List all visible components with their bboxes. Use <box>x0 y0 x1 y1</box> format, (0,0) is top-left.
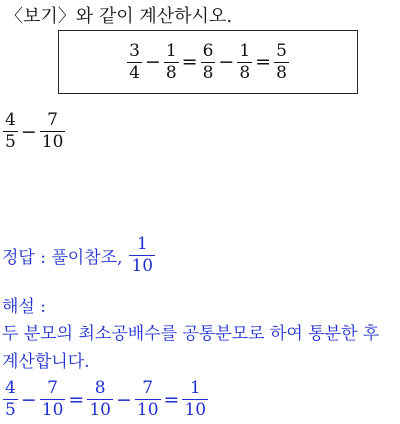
denominator: 10 <box>41 132 64 152</box>
denominator: 10 <box>184 400 207 420</box>
equals-sign: = <box>68 388 85 411</box>
fraction <box>86 380 114 419</box>
minus-sign: − <box>218 51 235 73</box>
fraction <box>2 112 19 151</box>
denominator: 8 <box>276 62 287 83</box>
denominator: 8 <box>202 62 214 83</box>
numerator: 1 <box>165 40 177 61</box>
answer-numerator: 1 <box>136 234 148 254</box>
fraction <box>273 40 290 83</box>
solution-terms <box>2 380 209 419</box>
denominator: 10 <box>41 400 64 420</box>
instruction-text: 〈보기〉와 같이 계산하시오. <box>5 6 233 27</box>
problem-expression <box>2 112 66 151</box>
fraction <box>236 40 253 83</box>
fraction <box>200 40 217 83</box>
denominator: 8 <box>165 62 177 83</box>
numerator: 4 <box>5 378 16 398</box>
solution-label: 해설 : <box>2 297 46 317</box>
fraction <box>181 380 209 419</box>
solution-text: 두 분모의 최소공배수를 공통분모로 하여 통분한 후 계산합니다. <box>2 324 380 372</box>
numerator: 6 <box>202 40 214 61</box>
numerator: 3 <box>129 40 140 61</box>
fraction <box>134 380 162 419</box>
answer-fraction <box>128 236 156 275</box>
equals-sign: = <box>181 51 198 73</box>
minus-sign: − <box>144 51 161 73</box>
denominator: 5 <box>5 132 16 152</box>
example-expression <box>126 40 290 83</box>
minus-sign: − <box>115 388 132 411</box>
numerator: 4 <box>5 110 16 130</box>
numerator: 7 <box>142 378 154 398</box>
numerator: 1 <box>239 40 251 61</box>
answer-row <box>2 236 156 275</box>
fraction <box>163 40 180 83</box>
denominator: 5 <box>5 400 16 420</box>
answer-label: 정답 : 풀이참조, <box>2 248 123 268</box>
fraction <box>39 380 67 419</box>
fraction <box>2 380 19 419</box>
equals-sign: = <box>255 51 272 73</box>
equals-sign: = <box>163 388 180 411</box>
denominator: 10 <box>136 400 159 420</box>
fraction <box>39 112 67 151</box>
denominator: 4 <box>129 62 140 83</box>
answer-denominator: 10 <box>131 256 154 276</box>
fraction <box>126 40 143 83</box>
solution-expression <box>2 380 209 419</box>
minus-sign: − <box>20 120 37 143</box>
numerator: 7 <box>47 110 58 130</box>
example-box <box>58 30 358 94</box>
denominator: 10 <box>89 400 111 420</box>
denominator: 8 <box>239 62 251 83</box>
numerator: 5 <box>276 40 287 61</box>
numerator: 1 <box>189 378 201 398</box>
numerator: 7 <box>47 378 58 398</box>
problem-terms <box>2 112 66 151</box>
minus-sign: − <box>20 388 37 411</box>
numerator: 8 <box>94 378 106 398</box>
